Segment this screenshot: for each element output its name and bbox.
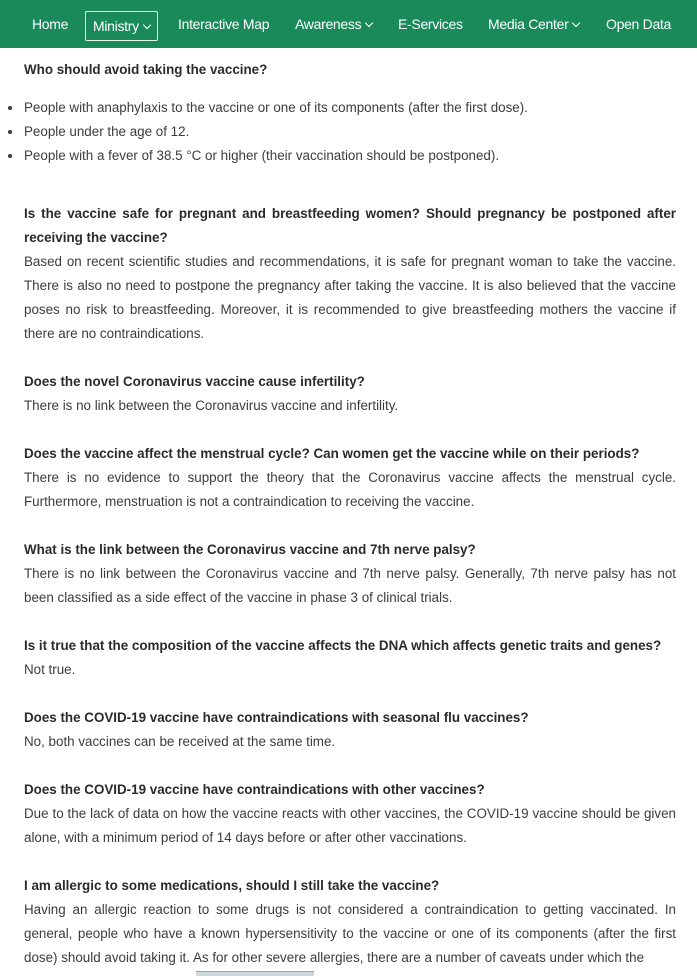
faq-answer: Based on recent scientific studies and recommendations, it is safe for pregnant woman to take the vaccine. There is also no need to postpone the pregnancy after taking the vaccine. It is also believed that the vaccine poses no risk to breastfeeding. Moreover, it is recommended to give breastfeeding mothers the vaccine if there are no contraindications. — [24, 254, 676, 341]
bullet-icon — [8, 130, 12, 134]
faq-question: Does the novel Coronavirus vaccine cause infertility? — [24, 374, 365, 389]
chevron-down-icon — [572, 19, 580, 27]
nav-interactive-map-label: Interactive Map — [178, 16, 270, 32]
nav-media-center[interactable] — [488, 12, 579, 42]
faq-question: Is it true that the composition of the vaccine affects the DNA which affects genetic traits and genes? — [24, 638, 662, 653]
nav-open-data[interactable] — [606, 12, 671, 42]
chevron-down-icon — [143, 21, 151, 29]
nav-awareness[interactable] — [295, 12, 372, 42]
faq-question: What is the link between the Coronavirus vaccine and 7th nerve palsy? — [24, 542, 476, 557]
nav-e-services[interactable] — [398, 12, 463, 42]
faq-answer: Not true. — [24, 662, 76, 677]
list-item-text: People with a fever of 38.5 °C or higher (their vaccination should be postponed). — [24, 148, 500, 163]
faq-answer: Having an allergic reaction to some drugs is not considered a contraindication to getting vaccinated. In general, people who have a known hypersensitivity to the vaccine or one of its components (after the first dose) should avoid taking it. As for other severe allergies, there are a number of caveats under which the — [24, 902, 676, 965]
nav-home[interactable] — [32, 12, 68, 42]
nav-open-data-label: Open Data — [606, 16, 672, 32]
nav-ministry[interactable] — [85, 11, 158, 41]
faq-answer: There is no link between the Coronavirus vaccine and infertility. — [24, 398, 399, 413]
faq-question: Does the COVID-19 vaccine have contraindications with seasonal flu vaccines? — [24, 710, 529, 725]
list-item-text: People under the age of 12. — [24, 124, 190, 139]
nav-ministry-label: Ministry — [93, 18, 139, 34]
faq-answer: There is no link between the Coronavirus vaccine and 7th nerve palsy. Generally, 7th nerve palsy has not been classified as a side effect of the vaccine in phase 3 of clinical trials. — [24, 566, 676, 605]
faq-question: Who should avoid taking the vaccine? — [24, 62, 268, 77]
nav-e-services-label: E-Services — [398, 16, 463, 32]
nav-interactive-map[interactable] — [178, 12, 269, 42]
bullet-icon — [8, 106, 12, 110]
faq-answer: Due to the lack of data on how the vaccine reacts with other vaccines, the COVID-19 vaccine should be given alone, with a minimum period of 14 days before or after other vaccinations. — [24, 806, 676, 845]
nav-home-label: Home — [32, 16, 69, 32]
faq-question: Is the vaccine safe for pregnant and breastfeeding women? Should pregnancy be postponed after receiving the vaccine? — [24, 206, 676, 245]
faq-question: I am allergic to some medications, should I still take the vaccine? — [24, 878, 440, 893]
faq-question: Does the vaccine affect the menstrual cycle? Can women get the vaccine while on their periods? — [24, 446, 640, 461]
top-navigation-bar — [0, 0, 697, 48]
faq-question: Does the COVID-19 vaccine have contraindications with other vaccines? — [24, 782, 485, 797]
faq-content — [24, 58, 676, 970]
horizontal-scrollbar-thumb[interactable] — [196, 971, 314, 976]
chevron-down-icon — [365, 19, 373, 27]
faq-answer: No, both vaccines can be received at the same time. — [24, 734, 336, 749]
faq-answer: There is no evidence to support the theory that the Coronavirus vaccine affects the menstrual cycle. Furthermore, menstruation is not a contraindication to receiving the vaccine. — [24, 470, 676, 509]
list-item-text: People with anaphylaxis to the vaccine or one of its components (after the first dose). — [24, 100, 528, 115]
nav-media-center-label: Media Center — [488, 16, 569, 32]
nav-awareness-label: Awareness — [295, 16, 362, 32]
bullet-icon — [8, 154, 12, 158]
